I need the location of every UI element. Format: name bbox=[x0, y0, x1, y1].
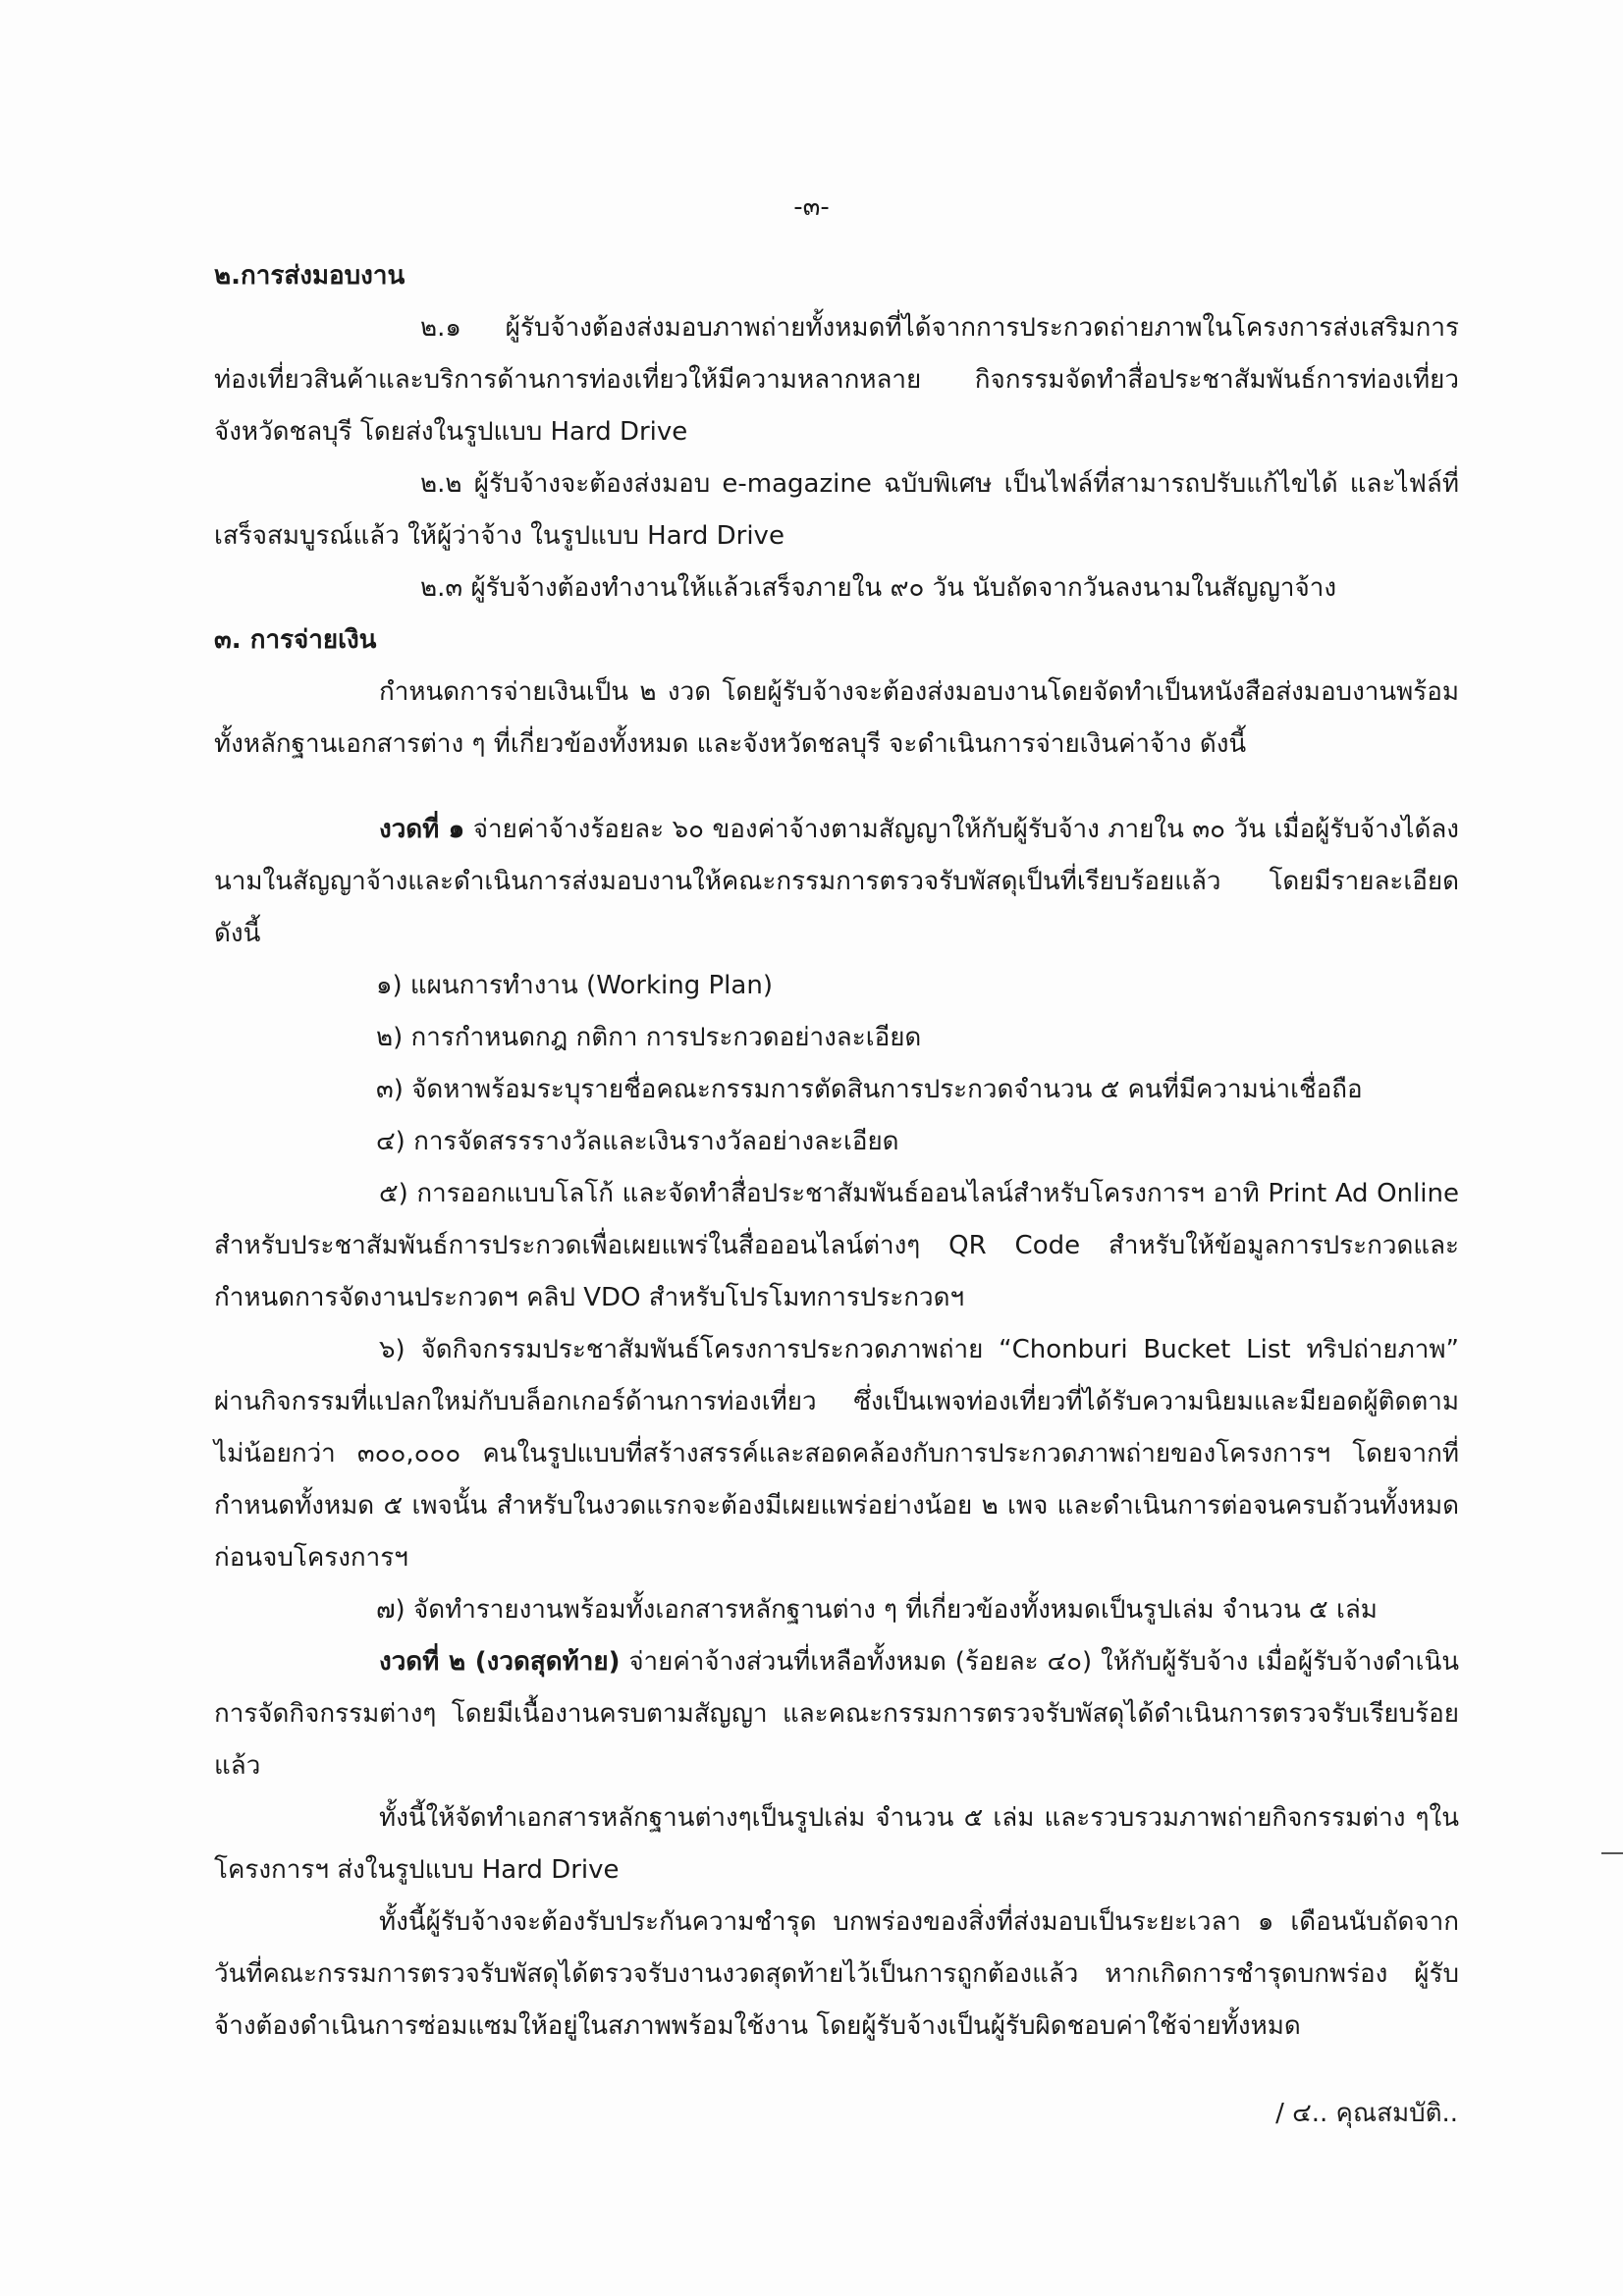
installment-2-label: งวดที่ ๒ (งวดสุดท้าย) bbox=[379, 1647, 621, 1677]
section-3-intro: กำหนดการจ่ายเงินเป็น ๒ งวด โดยผู้รับจ้างจะต้องส่งมอบงานโดยจัดทำเป็นหนังสือส่งมอบงานพร้อมทั้งหลักฐานเอกสารต่าง ๆ ที่เกี่ยวข้องทั้งหมด และจังหวัดชลบุรี จะดำเนินการจ่ายเงินค่าจ้าง ดังนี้ bbox=[214, 677, 1459, 759]
documents-paragraph: ทั้งนี้ให้จัดทำเอกสารหลักฐานต่างๆเป็นรูปเล่ม จำนวน ๕ เล่ม และรวบรวมภาพถ่ายกิจกรรมต่าง ๆในโครงการฯ ส่งในรูปแบบ Hard Drive bbox=[214, 1803, 1459, 1885]
installment-1-paragraph bbox=[214, 804, 1459, 960]
section-2-item-2: ๒.๒ ผู้รับจ้างจะต้องส่งมอบ e-magazine ฉบับพิเศษ เป็นไฟล์ที่สามารถปรับแก้ไขได้ และไฟล์ที่เสร็จสมบูรณ์แล้ว ให้ผู้ว่าจ้าง ในรูปแบบ Hard Drive bbox=[214, 469, 1459, 551]
installment-1-list-item-4: ๔) การจัดสรรรางวัลและเงินรางวัลอย่างละเอียด bbox=[376, 1127, 899, 1156]
installment-1-list-item-3: ๓) จัดหาพร้อมระบุรายชื่อคณะกรรมการตัดสินการประกวดจำนวน ๕ คนที่มีความน่าเชื่อถือ bbox=[376, 1075, 1363, 1104]
page-number: -๓- bbox=[793, 192, 830, 222]
section-2-item-1: ๒.๑ ผู้รับจ้างต้องส่งมอบภาพถ่ายทั้งหมดที่ได้จากการประกวดถ่ายภาพในโครงการส่งเสริมการท่องเที่ยวสินค้าและบริการด้านการท่องเที่ยวให้มีความหลากหลาย กิจกรรมจัดทำสื่อประชาสัมพันธ์การท่องเที่ยวจังหวัดชลบุรี โดยส่งในรูปแบบ Hard Drive bbox=[214, 313, 1459, 447]
installment-1-label: งวดที่ ๑ bbox=[379, 815, 465, 844]
installment-1-list-item-1: ๑) แผนการทำงาน (Working Plan) bbox=[376, 971, 773, 1000]
installment-2-paragraph bbox=[214, 1636, 1459, 1792]
section-3-heading: ๓. การจ่ายเงิน bbox=[214, 625, 377, 655]
installment-1-list-item-2: ๒) การกำหนดกฎ กติกา การประกวดอย่างละเอียด bbox=[376, 1023, 922, 1052]
installment-1-text: จ่ายค่าจ้างร้อยละ ๖๐ ของค่าจ้างตามสัญญาให้กับผู้รับจ้าง ภายใน ๓๐ วัน เมื่อผู้รับจ้างได้ลงนามในสัญญาจ้างและดำเนินการส่งมอบงานให้คณะกรรมการตรวจรับพัสดุเป็นที่เรียบร้อยแล้ว โดยมีรายละเอียดดังนี้ bbox=[214, 815, 1459, 948]
installment-1-list-item-7: ๗) จัดทำรายงานพร้อมทั้งเอกสารหลักฐานต่าง ๆ ที่เกี่ยวข้องทั้งหมดเป็นรูปเล่ม จำนวน ๕ เล่ม bbox=[376, 1595, 1378, 1625]
document-body bbox=[214, 250, 1459, 2053]
installment-1-list-item-6: ๖) จัดกิจกรรมประชาสัมพันธ์โครงการประกวดภาพถ่าย “Chonburi Bucket List ทริปถ่ายภาพ” ผ่านกิจกรรมที่แปลกใหม่กับบล็อกเกอร์ด้านการท่องเที่ยว ซึ่งเป็นเพจท่องเที่ยวที่ได้รับความนิยมและมียอดผู้ติดตามไม่น้อยกว่า ๓๐๐,๐๐๐ คนในรูปแบบที่สร้างสรรค์และสอดคล้องกับการประกวดภาพถ่ายของโครงการฯ โดยจากที่กำหนดทั้งหมด ๕ เพจนั้น สำหรับในงวดแรกจะต้องมีเผยแพร่อย่างน้อย ๒ เพจ และดำเนินการต่อจนครบถ้วนทั้งหมดก่อนจบโครงการฯ bbox=[214, 1335, 1459, 1573]
continuation-footer: / ๔.. คุณสมบัติ.. bbox=[1275, 2099, 1458, 2128]
installment-2-text: จ่ายค่าจ้างส่วนที่เหลือทั้งหมด (ร้อยละ ๔๐) ให้กับผู้รับจ้าง เมื่อผู้รับจ้างดำเนินการจัดกิจกรรมต่างๆ โดยมีเนื้องานครบตามสัญญา และคณะกรรมการตรวจรับพัสดุได้ดำเนินการตรวจรับเรียบร้อยแล้ว bbox=[214, 1647, 1460, 1781]
warranty-paragraph: ทั้งนี้ผู้รับจ้างจะต้องรับประกันความชำรุด บกพร่องของสิ่งที่ส่งมอบเป็นระยะเวลา ๑ เดือนนับถัดจากวันที่คณะกรรมการตรวจรับพัสดุได้ตรวจรับงานงวดสุดท้ายไว้เป็นการถูกต้องแล้ว หากเกิดการชำรุดบกพร่อง ผู้รับจ้างต้องดำเนินการซ่อมแซมให้อยู่ในสภาพพร้อมใช้งาน โดยผู้รับจ้างเป็นผู้รับผิดชอบค่าใช้จ่ายทั้งหมด bbox=[214, 1907, 1459, 2041]
spacer bbox=[214, 771, 1459, 804]
section-2-item-3: ๒.๓ ผู้รับจ้างต้องทำงานให้แล้วเสร็จภายใน ๙๐ วัน นับถัดจากวันลงนามในสัญญาจ้าง bbox=[420, 573, 1337, 603]
installment-1-list-item-5: ๕) การออกแบบโลโก้ และจัดทำสื่อประชาสัมพันธ์ออนไลน์สำหรับโครงการฯ อาทิ Print Ad Online สำหรับประชาสัมพันธ์การประกวดเพื่อเผยแพร่ในสื่อออนไลน์ต่างๆ QR Code สำหรับให้ข้อมูลการประกวดและกำหนดการจัดงานประกวดฯ คลิป VDO สำหรับโปรโมทการประกวดฯ bbox=[214, 1179, 1459, 1312]
section-2-heading: ๒.การส่งมอบงาน bbox=[214, 261, 406, 291]
margin-mark bbox=[1601, 1852, 1623, 1854]
